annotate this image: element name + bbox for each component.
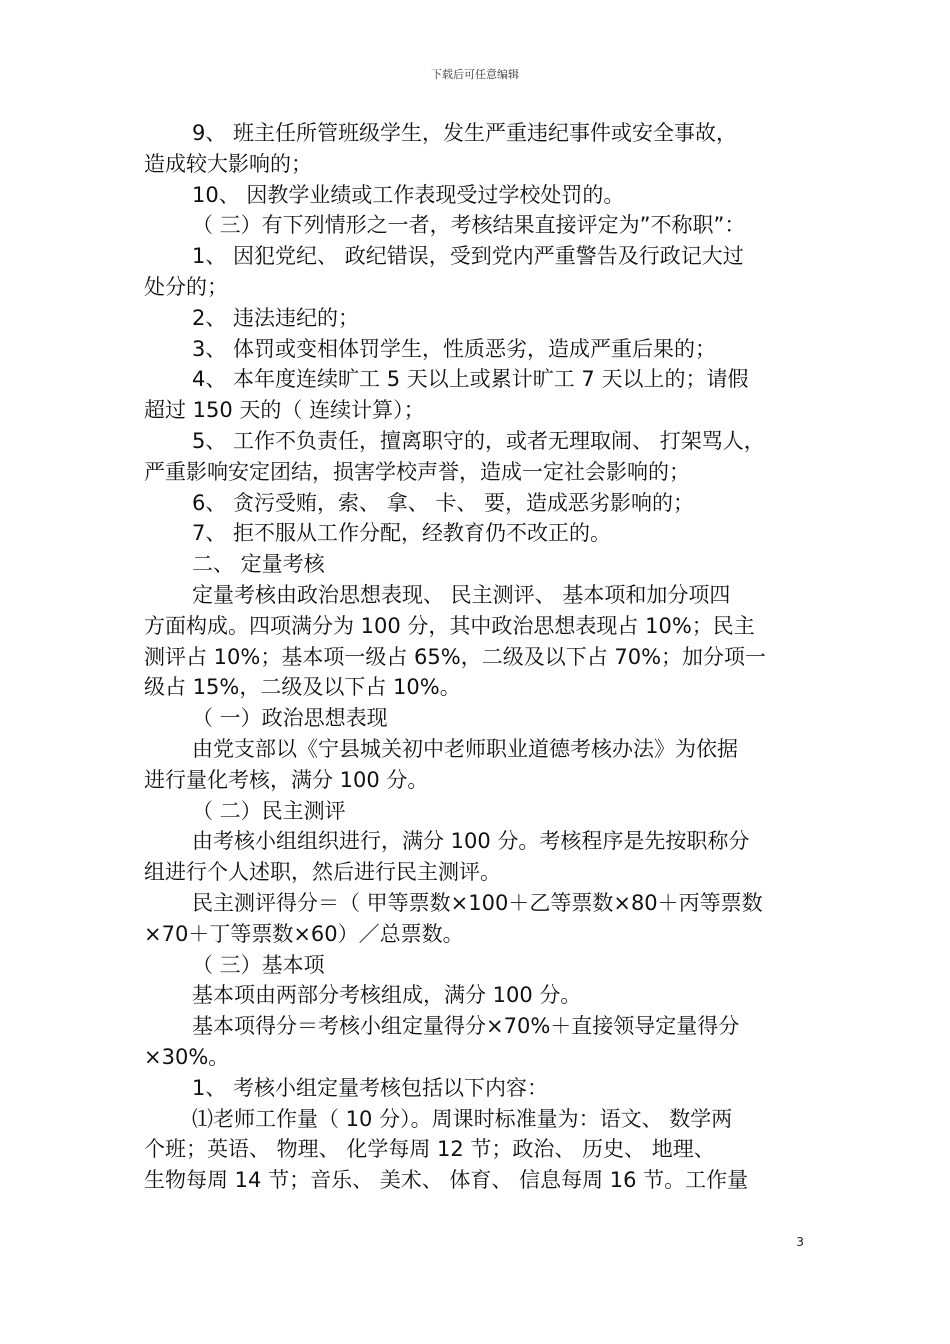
text-line: 二、 定量考核: [192, 552, 325, 577]
text-line: 定量考核由政治思想表现、 民主测评、 基本项和加分项四: [192, 582, 731, 607]
text-line: 生物每周 14 节；音乐、 美术、 体育、 信息每周 16 节。工作量: [144, 1168, 749, 1193]
text-line: 5、 工作不负责任，擅离职守的，或者无理取闹、 打架骂人，: [192, 428, 765, 453]
text-line: 2、 违法违纪的；: [192, 305, 360, 330]
text-line: 6、 贪污受贿，索、 拿、 卡、 要，造成恶劣影响的；: [192, 490, 695, 515]
text-line: 个班；英语、 物理、 化学每周 12 节；政治、 历史、 地理、: [144, 1137, 715, 1162]
text-line: 10、 因教学业绩或工作表现受过学校处罚的。: [192, 182, 625, 207]
text-line: 1、 因犯党纪、 政纪错误，受到党内严重警告及行政记大过: [192, 244, 744, 269]
text-line: 超过 150 天的（ 连续计算）；: [144, 398, 425, 423]
text-line: （ 三）有下列情形之一者，考核结果直接评定为”不称职”：: [192, 213, 746, 238]
text-line: 4、 本年度连续旷工 5 天以上或累计旷工 7 天以上的；请假: [192, 367, 749, 392]
text-line: 民主测评得分＝（ 甲等票数×100＋乙等票数×80＋丙等票数: [192, 890, 763, 915]
text-line: 方面构成。四项满分为 100 分，其中政治思想表现占 10%；民主: [144, 613, 755, 638]
text-line: ⑴老师工作量（ 10 分）。周课时标准量为：语文、 数学两: [192, 1106, 733, 1131]
text-line: 1、 考核小组定量考核包括以下内容：: [192, 1075, 549, 1100]
text-line: 由党支部以《宁县城关初中老师职业道德考核办法》为依据: [192, 736, 738, 761]
text-line: 3、 体罚或变相体罚学生，性质恶劣，造成严重后果的；: [192, 336, 717, 361]
text-line: （ 一）政治思想表现: [192, 706, 388, 731]
text-line: 基本项得分＝考核小组定量得分×70%＋直接领导定量得分: [192, 1014, 740, 1039]
text-line: 组进行个人述职，然后进行民主测评。: [144, 860, 501, 885]
text-line: 9、 班主任所管班级学生，发生严重违纪事件或安全事故，: [192, 121, 738, 145]
text-line: 处分的；: [144, 274, 228, 299]
text-line: ×70＋丁等票数×60）／总票数。: [144, 921, 464, 946]
page-header: 下载后可任意编辑: [431, 68, 519, 81]
text-line: 造成较大影响的；: [144, 151, 312, 176]
document-body: [144, 118, 812, 1196]
text-line: 测评占 10%；基本项一级占 65%，二级及以下占 70%；加分项一: [144, 644, 767, 669]
text-line: （ 三）基本项: [192, 952, 325, 977]
text-line: ×30%。: [144, 1044, 230, 1069]
text-line: 进行量化考核，满分 100 分。: [144, 767, 429, 792]
text-line: 级占 15%，二级及以下占 10%。: [144, 675, 461, 700]
text-line: 基本项由两部分考核组成，满分 100 分。: [192, 983, 582, 1008]
page-number: 3: [796, 1235, 804, 1249]
text-line: 由考核小组组织进行，满分 100 分。考核程序是先按职称分: [192, 829, 750, 854]
text-line: 7、 拒不服从工作分配，经教育仍不改正的。: [192, 521, 612, 546]
text-line: 严重影响安定团结，损害学校声誉，造成一定社会影响的；: [144, 459, 690, 484]
text-line: （ 二）民主测评: [192, 798, 346, 823]
